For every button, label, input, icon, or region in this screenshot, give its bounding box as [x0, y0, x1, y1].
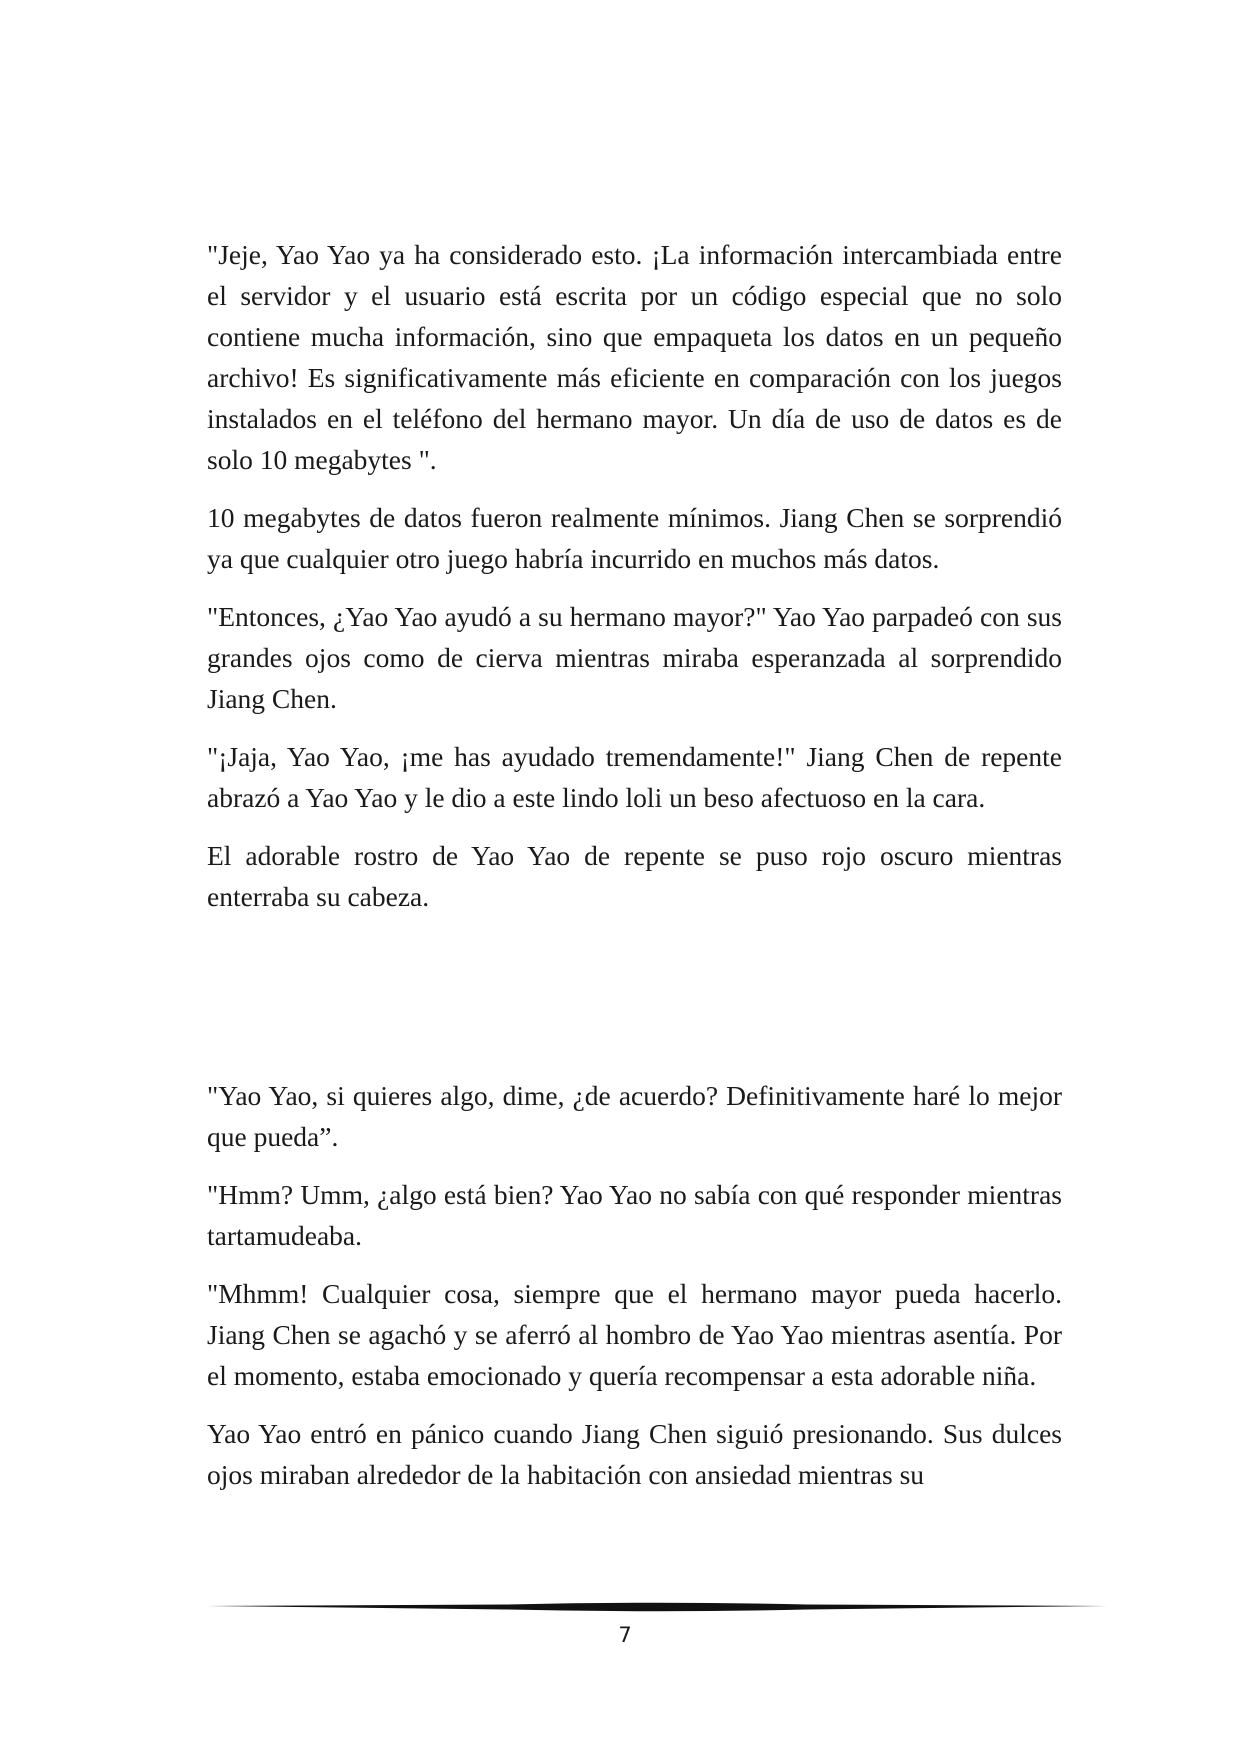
page-number: 7: [618, 1623, 632, 1647]
paragraph: Yao Yao entró en pánico cuando Jiang Chen siguió presionando. Sus dulces ojos miraban alrededor de la habitación con ansiedad mientras su: [207, 1418, 1062, 1490]
paragraph: "Entonces, ¿Yao Yao ayudó a su hermano mayor?" Yao Yao parpadeó con sus grandes ojos como de cierva mientras miraba esperanzada al sorprendido Jiang Chen.: [207, 601, 1062, 714]
paragraph: "Yao Yao, si quieres algo, dime, ¿de acuerdo? Definitivamente haré lo mejor que pueda”.: [207, 1080, 1062, 1152]
footer-divider: [207, 1600, 1107, 1614]
paragraph: "Hmm? Umm, ¿algo está bien? Yao Yao no sabía con qué responder mientras tartamudeaba.: [207, 1179, 1062, 1251]
paragraph: "Mhmm! Cualquier cosa, siempre que el hermano mayor pueda hacerlo. Jiang Chen se agachó y se aferró al hombro de Yao Yao mientras asentía. Por el momento, estaba emocionado y quería recompensar a esta adorable niña.: [207, 1278, 1062, 1391]
paragraph: 10 megabytes de datos fueron realmente mínimos. Jiang Chen se sorprendió ya que cualquier otro juego habría incurrido en muchos más datos.: [207, 502, 1062, 574]
paragraph: "Jeje, Yao Yao ya ha considerado esto. ¡La información intercambiada entre el servidor y el usuario está escrita por un código especial que no solo contiene mucha información, sino que empaqueta los datos en un pequeño archivo! Es significativamente más eficiente en comparación con los juegos instalados en el teléfono del hermano mayor. Un día de uso de datos es de solo 10 megabytes ".: [207, 239, 1062, 475]
paragraph: "¡Jaja, Yao Yao, ¡me has ayudado tremendamente!" Jiang Chen de repente abrazó a Yao Yao y le dio a este lindo loli un beso afectuoso en la cara.: [207, 741, 1062, 813]
paragraph: El adorable rostro de Yao Yao de repente se puso rojo oscuro mientras enterraba su cabeza.: [207, 840, 1062, 912]
text-block-upper: [207, 234, 1062, 934]
text-block-lower: [207, 1075, 1062, 1512]
